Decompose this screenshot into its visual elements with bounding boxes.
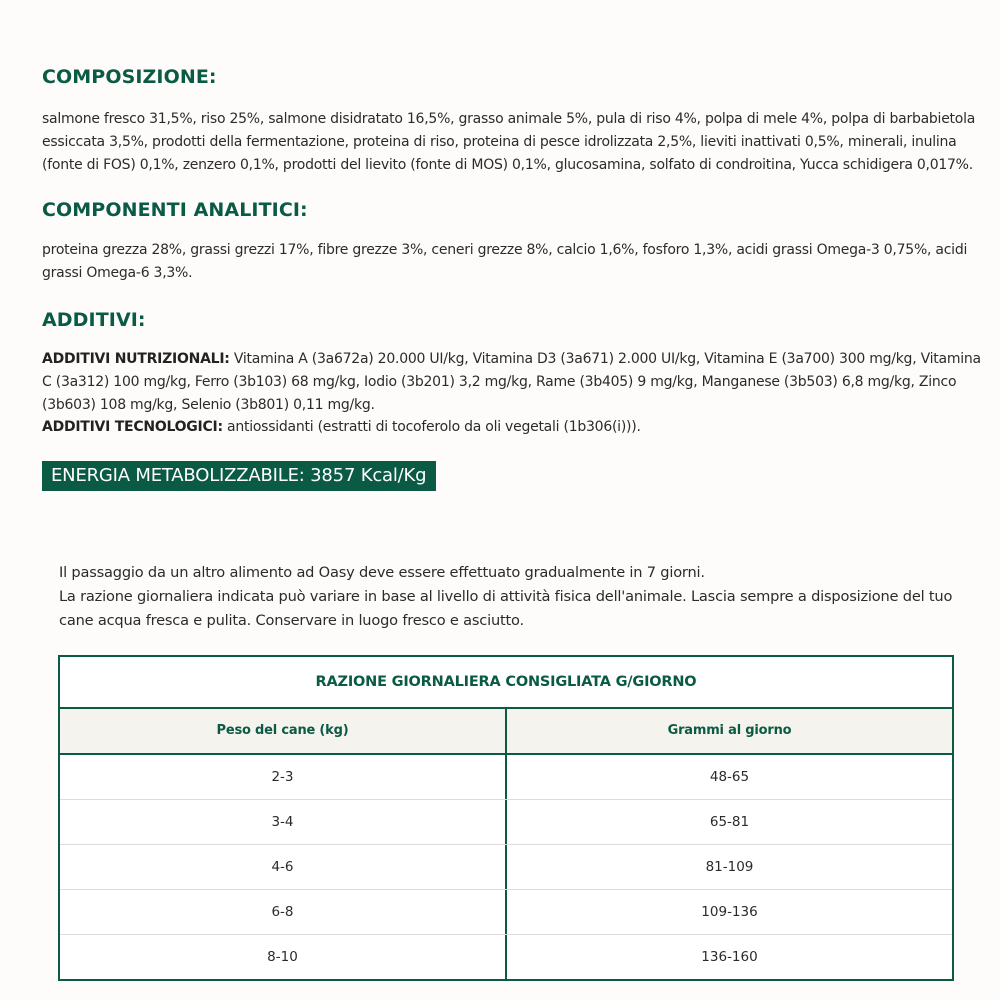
additivi-tecnologici-label: ADDITIVI TECNOLOGICI:	[42, 419, 223, 435]
cell-grammi: 109-136	[701, 904, 758, 920]
table-row	[60, 890, 952, 935]
ration-table-header	[60, 709, 952, 755]
ration-table	[58, 655, 954, 981]
additivi-nutrizionali-label: ADDITIVI NUTRIZIONALI:	[42, 351, 230, 367]
table-row	[60, 800, 952, 845]
energia-banner: ENERGIA METABOLIZZABILE: 3857 Kcal/Kg	[42, 461, 436, 491]
componenti-text: proteina grezza 28%, grassi grezzi 17%, fibre grezze 3%, ceneri grezze 8%, calcio 1,6%, fosforo 1,3%, acidi grassi Omega-3 0,75%, acidi grassi Omega-6 3,3%.	[42, 242, 968, 281]
cell-peso: 3-4	[60, 800, 507, 844]
intro-line-2: La razione giornaliera indicata può variare in base al livello di attività fisica dell'animale. Lascia sempre a disposizione del tuo cane acqua fresca e pulita. Conservare in luogo fresco e asciutto.	[59, 588, 953, 629]
table-row	[60, 935, 952, 979]
cell-peso: 8-10	[60, 935, 507, 979]
ration-table-title: RAZIONE GIORNALIERA CONSIGLIATA G/GIORNO	[60, 657, 952, 709]
cell-grammi: 65-81	[709, 814, 750, 830]
intro-line-1: Il passaggio da un altro alimento ad Oasy deve essere effettuato gradualmente in 7 giorni.	[59, 564, 705, 581]
additivi-nutrizionali	[42, 348, 987, 417]
column-header-grammi: Grammi al giorno	[667, 723, 792, 738]
composizione-title: COMPOSIZIONE:	[42, 66, 217, 88]
additivi-tecnologici	[42, 416, 987, 439]
cell-peso: 6-8	[60, 890, 507, 934]
column-header-peso: Peso del cane (kg)	[60, 709, 507, 753]
cell-grammi: 81-109	[705, 859, 754, 875]
additivi-nutrizionali-text: Vitamina A (3a672a) 20.000 UI/kg, Vitamina D3 (3a671) 2.000 UI/kg, Vitamina E (3a700) 300 mg/kg, Vitamina C (3a312) 100 mg/kg, Ferro (3b103) 68 mg/kg, Iodio (3b201) 3,2 mg/kg, Rame (3b405) 9 mg/kg, Manganese (3b503) 6,8 mg/kg, Zinco (3b603) 108 mg/kg, Selenio (3b801) 0,11 mg/kg.	[42, 351, 981, 413]
intro-text	[59, 561, 959, 633]
cell-peso: 4-6	[60, 845, 507, 889]
cell-peso: 2-3	[60, 755, 507, 799]
cell-grammi: 48-65	[709, 769, 750, 785]
composizione-text: salmone fresco 31,5%, riso 25%, salmone disidratato 16,5%, grasso animale 5%, pula di riso 4%, polpa di mele 4%, polpa di barbabietola essiccata 3,5%, prodotti della fermentazione, proteina di riso, proteina di pesce idrolizzata 2,5%, lieviti inattivati 0,5%, minerali, inulina (fonte di FOS) 0,1%, zenzero 0,1%, prodotti del lievito (fonte di MOS) 0,1%, glucosamina, solfato di condroitina, Yucca schidigera 0,017%.	[42, 111, 976, 173]
table-row	[60, 755, 952, 800]
cell-grammi: 136-160	[701, 949, 758, 965]
additivi-tecnologici-text: antiossidanti (estratti di tocoferolo da oli vegetali (1b306(i))).	[222, 419, 641, 435]
table-row	[60, 845, 952, 890]
componenti-title: COMPONENTI ANALITICI:	[42, 199, 308, 221]
additivi-title: ADDITIVI:	[42, 309, 146, 331]
